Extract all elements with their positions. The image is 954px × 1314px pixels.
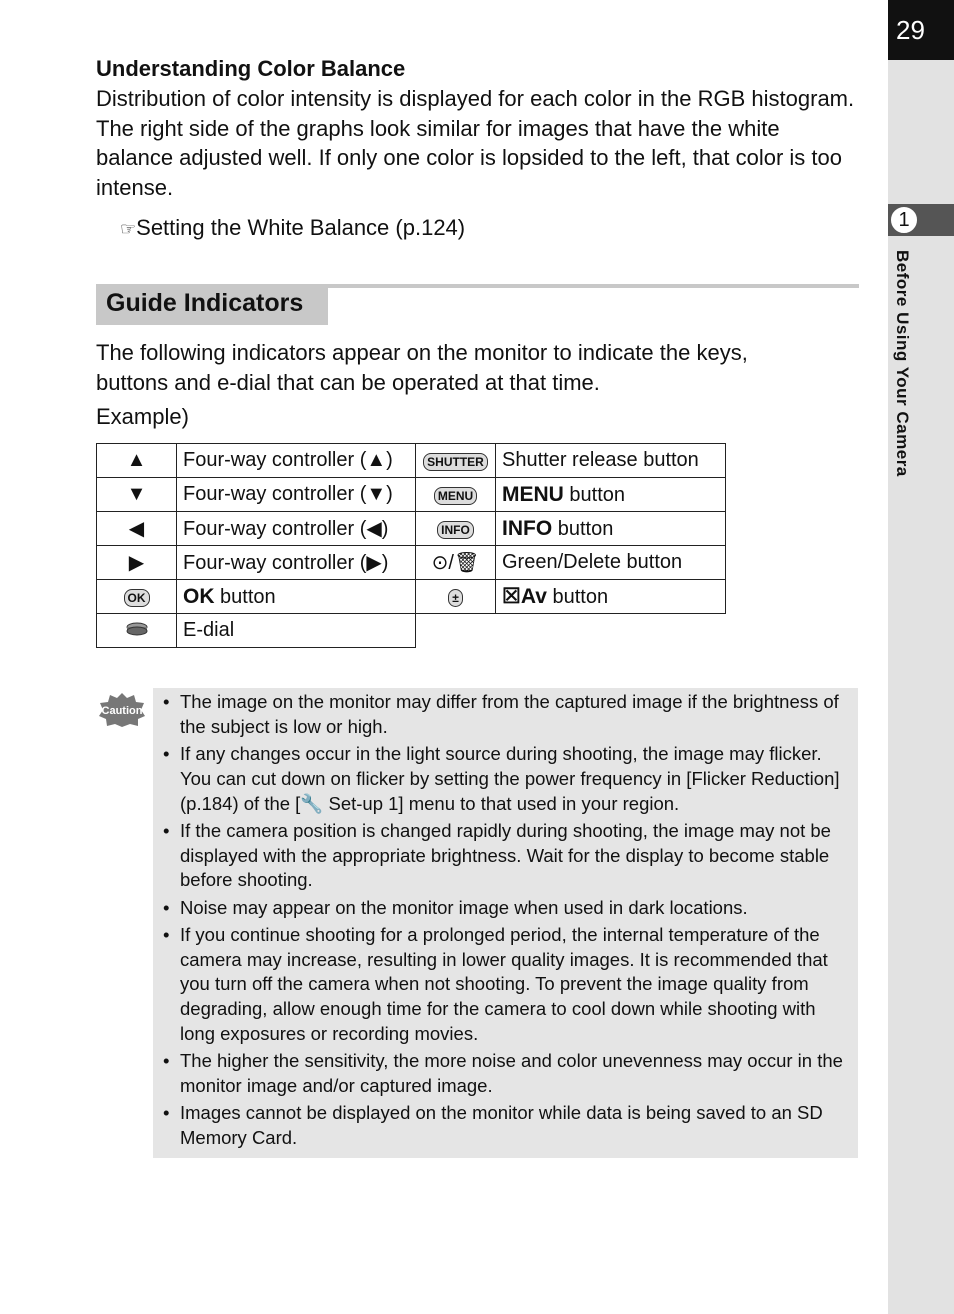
right-arrow-icon: ▶ — [97, 546, 177, 580]
up-arrow-icon: ▲ — [97, 444, 177, 478]
info-badge: INFO — [437, 521, 474, 539]
shutter-icon — [416, 444, 496, 478]
exposure-comp-icon — [416, 580, 496, 614]
table-row — [97, 614, 726, 648]
button-word: button — [546, 586, 609, 608]
caution-icon — [98, 692, 146, 728]
table-row — [97, 546, 726, 580]
paragraph-line: balance adjusted well. If only one color is lopsided to the left, that color is too — [96, 145, 842, 171]
example-label: Example) — [96, 404, 189, 429]
paragraph-line: Distribution of color intensity is displayed for each color in the RGB histogram. — [96, 86, 855, 111]
pointing-hand-icon: ☞ — [120, 219, 137, 239]
intro-line: buttons and e-dial that can be operated at that time. — [96, 370, 600, 395]
menu-badge: MENU — [434, 487, 477, 505]
svg-text:Caution: Caution — [101, 705, 143, 717]
menu-label: MENU — [502, 482, 564, 506]
table-cell: Four-way controller (▲) — [177, 444, 416, 478]
section-title: Guide Indicators — [106, 289, 304, 317]
color-balance-heading: Understanding Color Balance — [96, 56, 406, 81]
ok-label: OK — [183, 584, 215, 608]
table-cell — [496, 580, 726, 614]
ok-icon — [97, 580, 177, 614]
color-balance-paragraph — [96, 84, 866, 202]
reference-link[interactable]: Setting the White Balance (p.124) — [136, 215, 466, 240]
menu-icon — [416, 478, 496, 512]
side-tab-strip — [888, 0, 954, 1314]
intro-line: The following indicators appear on the monitor to indicate the keys, — [96, 340, 748, 365]
list-item: • If any changes occur in the light source during shooting, the image may flicker. You can cut down on flicker by setting the power frequency in [Flicker Reduction] (p.184) of the [🔧 Set-up 1] menu to that used in your region. — [160, 742, 854, 816]
table-cell: Four-way controller (▶) — [177, 546, 416, 580]
table-row — [97, 580, 726, 614]
table-cell: E-dial — [177, 614, 416, 648]
guide-intro — [96, 338, 866, 398]
info-icon — [416, 512, 496, 546]
table-cell — [177, 580, 416, 614]
white-balance-reference[interactable] — [120, 215, 465, 241]
list-item: • Noise may appear on the monitor image when used in dark locations. — [160, 896, 854, 921]
table-row — [97, 478, 726, 512]
e-dial-icon — [97, 614, 177, 648]
list-item: • The image on the monitor may differ from the captured image if the brightness of the subject is low or high. — [160, 690, 854, 740]
list-item: • If you continue shooting for a prolonged period, the internal temperature of the camera may increase, resulting in lower quality images. It is recommended that you turn off the camera when not shooting. To prevent the image quality from degrading, allow enough time for the camera to cool down while shooting with long exposures or recording movies. — [160, 923, 854, 1047]
paragraph-line: intense. — [96, 174, 174, 200]
table-cell: Four-way controller (◀) — [177, 512, 416, 546]
caution-list — [160, 690, 854, 1153]
left-arrow-icon: ◀ — [97, 512, 177, 546]
table-cell: Four-way controller (▼) — [177, 478, 416, 512]
table-cell: Green/Delete button — [496, 546, 726, 580]
table-cell: Shutter release button — [496, 444, 726, 478]
green-delete-icon: ⊙/🗑 — [416, 546, 496, 580]
button-word: button — [214, 585, 276, 608]
chapter-title: Before Using Your Camera — [893, 250, 912, 477]
table-cell — [496, 512, 726, 546]
ok-badge: OK — [124, 589, 150, 607]
button-word: button — [563, 483, 626, 506]
table-cell — [496, 478, 726, 512]
info-label: INFO — [502, 516, 553, 540]
page-number: 29 — [888, 0, 954, 60]
list-item: • Images cannot be displayed on the monitor while data is being saved to an SD Memory Card. — [160, 1101, 854, 1151]
chapter-number: 1 — [890, 206, 918, 234]
button-word: button — [552, 517, 614, 540]
table-row — [97, 512, 726, 546]
table-row — [97, 444, 726, 478]
shutter-badge: SHUTTER — [423, 453, 488, 471]
paragraph-line: The right side of the graphs look similar for images that have the white — [96, 115, 780, 141]
down-arrow-icon: ▼ — [97, 478, 177, 512]
av-label: ☒Av — [502, 585, 547, 608]
exposure-badge: ± — [448, 589, 463, 607]
guide-indicator-table — [96, 443, 726, 648]
list-item: • If the camera position is changed rapidly during shooting, the image may not be displayed with the appropriate brightness. Wait for the display to become stable before shooting. — [160, 819, 854, 893]
list-item: • The higher the sensitivity, the more noise and color unevenness may occur in the monitor image and/or captured image. — [160, 1049, 854, 1099]
